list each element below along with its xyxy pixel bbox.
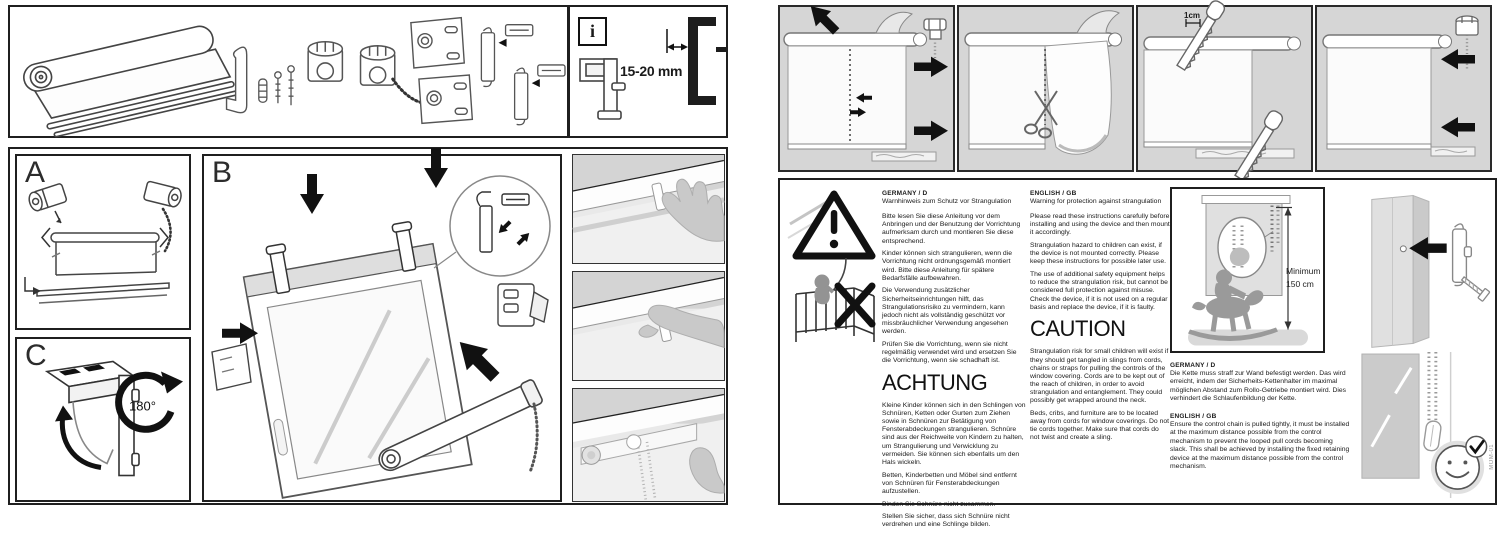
cut-dimension-ticks: [1186, 19, 1200, 27]
caution-heading-de: ACHTUNG: [882, 369, 988, 395]
caution-paragraph: Binden Sie Schnüre nicht zusammen.: [882, 500, 996, 508]
saw-cut-illustration: [1138, 7, 1311, 170]
bottom-rail-offcut: [872, 152, 936, 161]
fabric-fold-corner: [1077, 11, 1119, 33]
mount-depth-label: 15-20 mm: [620, 63, 683, 79]
region-label-de: GERMANY / D: [882, 190, 928, 197]
window-sash: [239, 218, 471, 498]
wall-bracket-bottom-icon: [419, 75, 472, 123]
strangulation-warning-illustration: [788, 186, 880, 346]
arrow-down-icon: [424, 148, 448, 188]
end-cap-icon: [308, 42, 342, 81]
cut-margin-label: 1cm: [1184, 11, 1201, 20]
hand-pressing-clip-photo: [573, 272, 724, 380]
roller-blind-parts-illustration: [10, 7, 567, 136]
bottom-rail-icon: [37, 283, 169, 296]
step-b-panel: [202, 154, 562, 502]
step-c-label: C: [25, 339, 47, 372]
chain-note-de: Die Kette muss straff zur Wand befestigt werden. Das wird erreicht, indem der Sicherheits-Kettenhalter im maximal möglichen Abstand zum Rollo-Getriebe montiert wird. Dies verhindert die Schlaufenbildung der Kette.: [1170, 370, 1347, 403]
safety-warning-panel: [778, 178, 1497, 529]
chain-tension-notes: [1170, 362, 1352, 481]
arrow-left-icon: [1441, 117, 1475, 137]
sash-mounting-illustration: [204, 156, 560, 500]
end-cap-right-icon: [143, 181, 183, 208]
caution-paragraph: Betten, Kinderbetten und Möbel sind entfernt von Schnüren für Fensterabdeckungen aufzustellen.: [882, 471, 1017, 495]
install-photo-mounted-blind: [572, 388, 725, 502]
wall-mount-illustration: [1356, 187, 1494, 351]
chain-holder-bracket-icon: [1453, 224, 1472, 286]
info-icon: [578, 17, 607, 46]
warning-title-en: Warning for protection against strangulation: [1030, 198, 1162, 205]
screw-icon: [1459, 274, 1490, 302]
step-a-label: A: [25, 156, 46, 189]
blind-fabric: [1327, 48, 1431, 144]
caution-paragraph: Kleine Kinder können sich in den Schlingen von Schnüren, Ketten oder Gurten zum Ziehen sowie in Schnüren zur Betätigung von Fensterabdeckungen strangulieren. Schnüre sind aus der Reichweite von Kindern zu halten, um Strangulierung und Verwicklung zu vermeiden. Sie können sich ebenfalls um den Hals wickeln.: [882, 401, 1026, 466]
region-label-en: ENGLISH / GB: [1170, 412, 1217, 420]
trim-step-3-panel: [1136, 5, 1313, 172]
mounting-info-panel: [568, 5, 728, 138]
chain-note-en: Ensure the control chain is pulled tightly, it must be installed at the maximum distance possible from the control mechanism to prevent the looped pull cords becoming slack. This shall be achieved by installing the fixed retaining device at the maximum distance possible from the control mechanism.: [1170, 420, 1350, 471]
caution-paragraph: Beds, cribs, and furniture are to be located away from cords for window coverings. Do not tie cords together. Make sure that cords do not twist and create a sling.: [1030, 409, 1170, 442]
warning-paragraph: Strangulation hazard to children can exist, if the device is not mounted correctly. Please keep these instructions for possible later use.: [1030, 242, 1167, 266]
arrow-left-icon: [1441, 49, 1475, 69]
region-label-en: ENGLISH / GB: [1030, 190, 1077, 197]
arrow-down-icon: [300, 174, 324, 214]
cut-away-fabric: [1045, 41, 1111, 154]
rotate-180-icon: [119, 372, 183, 430]
wall-bracket-top-icon: [411, 18, 464, 68]
child-safety-distance-panel: [1170, 187, 1325, 353]
chain-icon: [163, 209, 171, 251]
caution-heading-en: CAUTION: [1030, 316, 1126, 342]
chain-tensioner-icon: [1423, 420, 1442, 451]
warning-paragraph: Please read these instructions carefully before installing and using the device and then mount it accordingly.: [1030, 213, 1170, 237]
blind-fabric: [969, 46, 1045, 144]
caution-paragraph: Strangulation risk for small children will exist if they should get tangled in slings from cords, chains or straps for pulling the controls of the window covering. Cords are to be kept out of the reach of children, in order to avoid strangulation and entanglement. They could possibly get wrapped around the neck.: [1030, 348, 1169, 405]
step-c-panel: [15, 337, 191, 502]
window-profile-icon: [688, 17, 726, 105]
parts-overview-panel: [8, 5, 569, 138]
scissors-cut-illustration: [959, 7, 1132, 170]
warning-paragraph: The use of additional safety equipment helps to reduce the strangulation risk, but cannot be considered full protection against misuse. Check the device, if it is not used on a regular basis and replace the device, if it is faulty.: [1030, 271, 1168, 311]
assembly-steps-panel: [8, 147, 728, 505]
measure-cut-line-illustration: [780, 7, 953, 170]
warning-paragraph: Die Verwendung zusätzlicher Sicherheitseinrichtungen hilft, das Strangulationsrisiko zu vermindern, kann jedoch nicht als vollständig geschützt vor missbräuchlicher Verwendung angesehen werden.: [882, 287, 1009, 336]
install-photo-press-clip: [572, 271, 725, 381]
english-warning-column: [1030, 190, 1170, 447]
clamp-bracket-icon: [580, 59, 625, 119]
check-icon: [1466, 436, 1487, 457]
fabric-fold-corner: [876, 12, 912, 33]
bottom-rail: [1196, 149, 1294, 158]
blind-fabric: [1144, 50, 1252, 142]
trim-step-4-panel: [1315, 5, 1492, 172]
warning-paragraph: Prüfen Sie die Vorrichtung, wenn sie nicht regelmäßig verwendet wird und ersetzen Sie die Vorrichtung, wenn sie schadhaft ist.: [882, 340, 1017, 365]
caution-paragraph: Stellen Sie sicher, dass sich Schnüre nicht verdrehen und eine Schlinge bilden.: [882, 513, 1010, 529]
drill-point: [1400, 246, 1406, 252]
flip-arrow-icon: [55, 406, 101, 468]
cross-out-icon: [838, 286, 872, 324]
document-code: MOM-01: [1489, 444, 1495, 470]
arrow-right-icon: [914, 121, 948, 141]
warning-paragraph: Bitte lesen Sie diese Anleitung vor dem Anbringen und der Benutzung der Vorrichtung aufmerksam durch und montieren Sie diese entsprechend.: [882, 213, 1021, 245]
depth-dimension-arrow: [667, 29, 688, 53]
install-photo-insert-clip: [572, 154, 725, 264]
info-symbol: i: [589, 21, 595, 41]
german-warning-column: [882, 190, 1026, 534]
minimum-height-label: Minimum 150 cm: [1286, 266, 1321, 289]
warning-triangle-icon: [796, 194, 872, 256]
clip-bracket-pair-2-icon: [515, 65, 565, 125]
arrow-right-icon: [914, 57, 948, 77]
chain-icon: [530, 404, 537, 472]
chain-safety-illustration: [1356, 352, 1494, 498]
warning-title-de: Warnhinweis zum Schutz vor Strangulation: [882, 198, 1012, 205]
warning-paragraph: Kinder können sich strangulieren, wenn die Vorrichtung nicht ordnungsgemäß montiert wird. Bitte diese Anleitung für spätere Bedarfsfälle aufbewahren.: [882, 250, 1012, 282]
rotation-label: 180°: [129, 398, 156, 414]
mounting-clip-icon: [227, 47, 247, 113]
trim-step-1-panel: [778, 5, 955, 172]
region-label-de: GERMANY / D: [1170, 362, 1216, 369]
hand-inserting-clip-photo: [573, 155, 724, 263]
blind-fabric: [788, 46, 906, 144]
mounted-blind-photo: [573, 389, 724, 501]
trim-step-2-panel: [957, 5, 1134, 172]
step-a-panel: [15, 154, 191, 330]
screws-and-plugs-icon: [259, 66, 294, 105]
rolled-blind: [21, 20, 241, 141]
control-bracket-icon: [498, 284, 548, 326]
reassemble-illustration: [1317, 7, 1490, 170]
step-b-label: B: [212, 156, 233, 189]
detail-bubble: [434, 176, 550, 276]
side-bracket-left-icon: [212, 344, 251, 390]
